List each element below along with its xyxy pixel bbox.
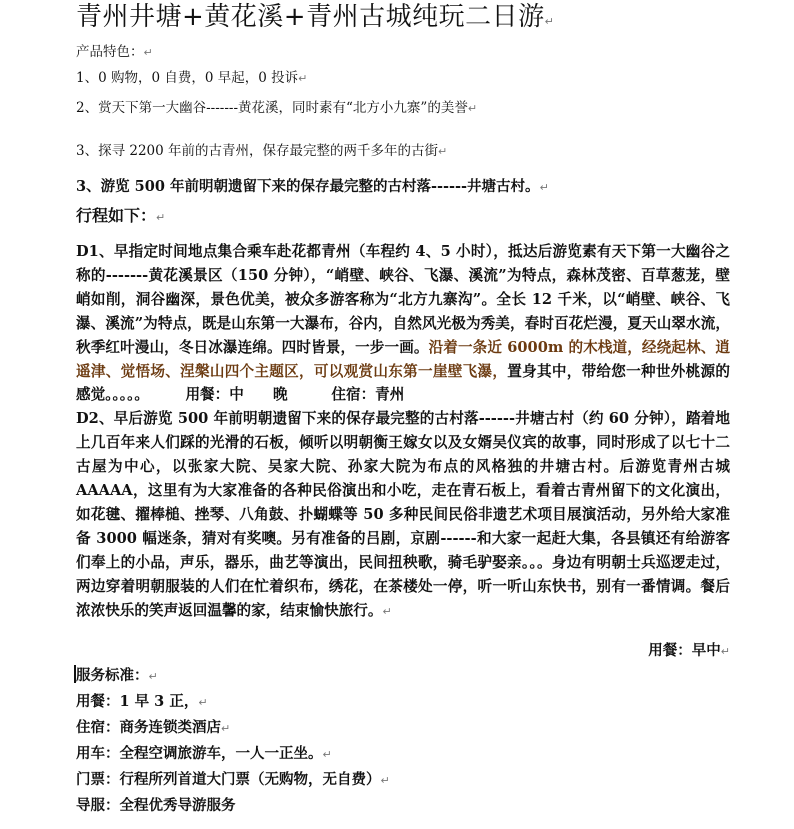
service-item bbox=[76, 744, 332, 764]
paragraph-mark: ↵ bbox=[544, 15, 555, 28]
features-heading bbox=[76, 43, 153, 62]
feature-item bbox=[76, 69, 307, 88]
day2-paragraph bbox=[76, 407, 730, 623]
day1-highlight-text: 沿着一条近 6000m 的木栈道，经绕起林、逍遥津、觉悟场、涅槃山四个主题区，可以观赏山东第一崖壁飞瀑， bbox=[76, 338, 730, 380]
day1-text: D1、早指定时间地点集合乘车赴花都青州（车程约 4、5 小时），抵达后游览素有天下第一大幽谷之称的-------黄花溪景区（150 分钟），“峭壁、峡谷、飞瀑、溪流”为特点，森林茂密、百草葱茏，壁峭如削，洞谷幽深，景色优美，被众多游客称为“北方九寨沟”。全长 12 千米，以“峭壁、峡谷、飞瀑、溪流”为特点，既是山东第一大瀑布，谷内，自然风光极为秀美，春时百花烂漫，夏天山翠水流，秋季红叶漫山，冬日冰瀑连绵。四时皆景，一步一画。 bbox=[76, 243, 730, 356]
day2-meal bbox=[648, 641, 730, 661]
title-text: 青州井塘+黄花溪+青州古城纯玩二日游 bbox=[76, 2, 545, 32]
feature-item-highlight bbox=[76, 177, 549, 197]
service-heading bbox=[76, 666, 158, 686]
paragraph-mark: ↵ bbox=[467, 102, 478, 115]
feature-item-text: 3、游览 500 年前明朝遗留下来的保存最完整的古村落------井塘古村。 bbox=[76, 178, 540, 195]
feature-item-text: 3、探寻 2200 年前的古青州，保存最完整的两千多年的古街 bbox=[76, 143, 439, 159]
feature-item bbox=[76, 99, 477, 118]
paragraph-mark: ↵ bbox=[438, 145, 448, 158]
day1-paragraph bbox=[76, 240, 730, 407]
service-item bbox=[76, 692, 208, 712]
service-item-text: 导服：全程优秀导游服务 bbox=[76, 797, 236, 814]
service-heading-text: 服务标准： bbox=[76, 667, 149, 684]
paragraph-mark: ↵ bbox=[198, 696, 208, 709]
paragraph-mark: ↵ bbox=[298, 72, 308, 85]
features-heading-text: 产品特色： bbox=[76, 44, 144, 60]
paragraph-mark: ↵ bbox=[143, 46, 153, 59]
day2-meal-text: 用餐：早中 bbox=[648, 642, 721, 659]
service-item-text: 用车：全程空调旅游车，一人一正坐。 bbox=[76, 745, 323, 762]
itinerary-heading-text: 行程如下： bbox=[76, 206, 157, 225]
paragraph-mark: ↵ bbox=[322, 748, 332, 761]
itinerary-heading bbox=[76, 206, 165, 228]
service-item bbox=[76, 770, 390, 790]
service-item-text: 住宿：商务连锁类酒店 bbox=[76, 719, 221, 736]
paragraph-mark: ↵ bbox=[380, 774, 390, 787]
service-item-text: 门票：行程所列首道大门票（无购物，无自费） bbox=[76, 771, 381, 788]
service-item bbox=[76, 718, 230, 738]
paragraph-mark: ↵ bbox=[156, 211, 166, 224]
service-item-text: 用餐：1 早 3 正， bbox=[76, 693, 199, 710]
paragraph-mark: ↵ bbox=[148, 670, 158, 683]
day2-text: D2、早后游览 500 年前明朝遗留下来的保存最完整的古村落------井塘古村（约 60 分钟），踏着地上几百年来人们踩的光滑的石板，倾听以明朝衡王嫁女以及女婿吴仪宾的故事，同时形成了以七十二古屋为中心，以张家大院、吴家大院、孙家大院为布点的风格独的井塘古村。后游览青州古城 AAAAA，这里有为大家准备的各种民俗演出和小吃，走在青石板上，看着古青州留下的文化演出，如花毽、擢棒槌、挫琴、八角鼓、扑蝴蝶等 50 多种民间民俗非遗艺术项目展演活动，另外给大家准备 3000 幅迷条，猜对有奖噢。另有准备的吕剧，京剧------和大家一起赶大集，各县镇还有给游客们奉上的小品，声乐，器乐，曲艺等演出，民间扭秧歌，骑毛驴娶亲。。。身边有明朝士兵巡逻走过，两边穿着明朝服装的人们在忙着织布，绣花，在茶楼处一停，听一听山东快书，别有一番情调。餐后浓浓快乐的笑声返回温馨的家，结束愉快旅行。 bbox=[76, 410, 730, 619]
itinerary-body bbox=[76, 240, 730, 624]
paragraph-mark: ↵ bbox=[720, 645, 730, 658]
feature-item-text: 2、赏天下第一大幽谷-------黄花溪，同时素有“北方小九寨”的美誉 bbox=[76, 100, 468, 116]
document-title bbox=[76, 2, 554, 37]
feature-item-text: 1、0 购物，0 自费，0 早起，0 投诉 bbox=[76, 70, 299, 86]
paragraph-mark: ↵ bbox=[539, 181, 549, 194]
feature-item bbox=[76, 142, 447, 161]
day1-meals-lodging: 置身其中，带给您一种世外桃源的感觉。。。。。 用餐：中 晚 住宿：青州 bbox=[76, 362, 730, 404]
paragraph-mark: ↵ bbox=[221, 722, 231, 735]
paragraph-mark: ↵ bbox=[382, 604, 392, 618]
service-item bbox=[76, 796, 236, 815]
